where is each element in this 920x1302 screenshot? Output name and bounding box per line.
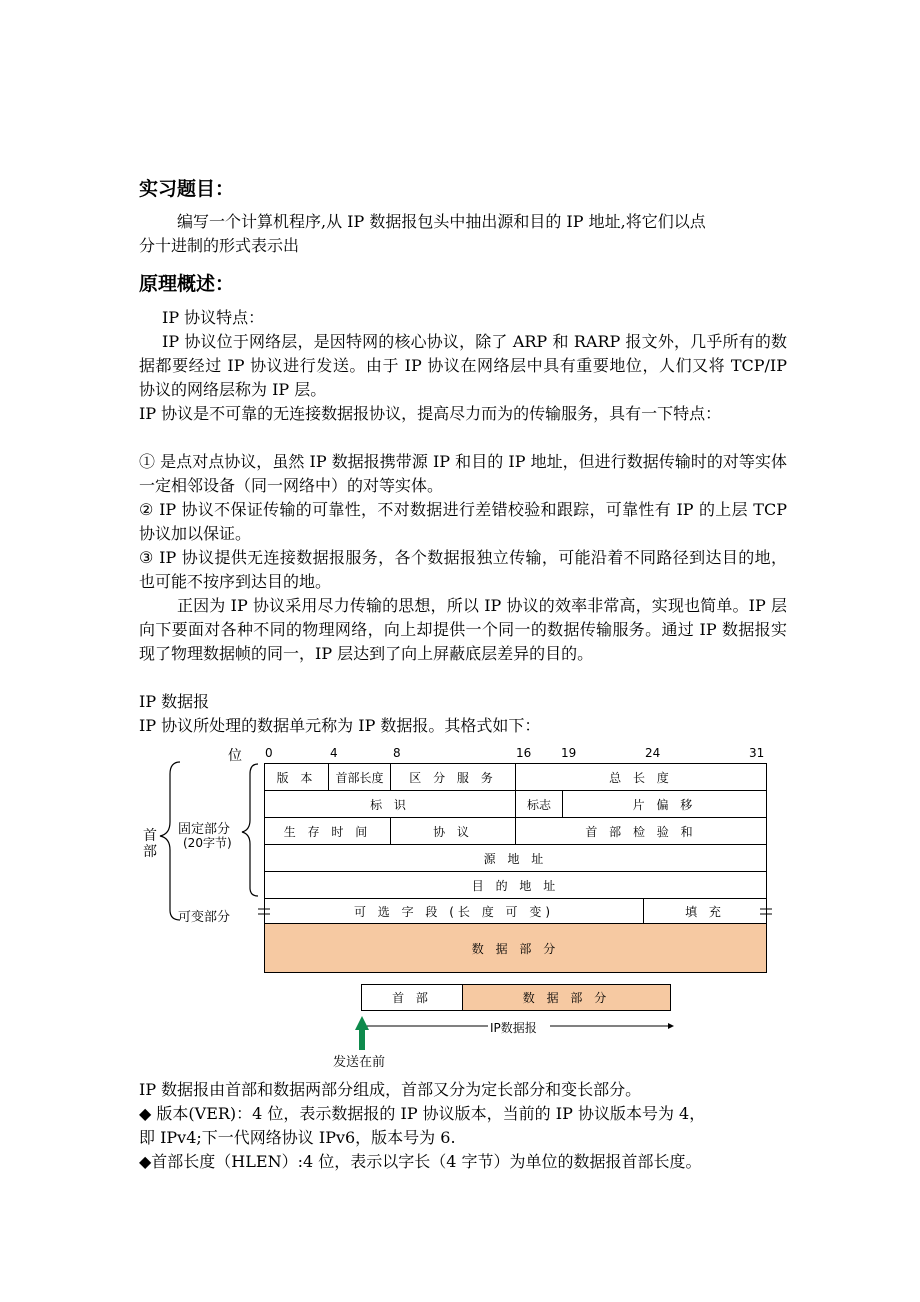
field-identification: 标 识 xyxy=(264,790,516,818)
field-protocol: 协 议 xyxy=(390,817,516,845)
bit-0: 0 xyxy=(265,746,273,760)
point-1: ① 是点对点协议，虽然 IP 数据报携带源 IP 和目的 IP 地址，但进行数据传输时的对等实体一定相邻设备（同一网络中）的对等实体。 xyxy=(139,452,787,495)
fixed-part-label: 固定部分 xyxy=(178,822,231,837)
field-header-length: 首部长度 xyxy=(328,763,391,791)
datagram-label: IP数据报 xyxy=(490,1021,537,1035)
field-destination-address: 目 的 地 址 xyxy=(264,871,767,899)
field-checksum: 首 部 检 验 和 xyxy=(515,817,767,845)
ip-features-title: IP 协议特点： xyxy=(162,308,265,327)
bit-16: 16 xyxy=(516,746,532,760)
bottom-header-box: 首 部 xyxy=(361,984,463,1011)
point-3: ③ IP 协议提供无连接数据报服务，各个数据报独立传输，可能沿着不同路径到达目的地，也可能不按序到达目的地。 xyxy=(139,548,787,591)
paragraph-1: IP 协议位于网络层，是因特网的核心协议，除了 ARP 和 RARP 报文外，几乎所有的数据都要经过 IP 协议进行发送。由于 IP 协议在网络层中具有重要地位，人们又将 TCP/IP 协议的网络层称为 IP 层。 xyxy=(139,332,787,399)
break-marks xyxy=(256,904,776,920)
bit-24: 24 xyxy=(645,746,661,760)
bit-19: 19 xyxy=(561,746,577,760)
format-intro: IP 协议所处理的数据单元称为 IP 数据报。其格式如下： xyxy=(139,716,541,735)
field-ttl: 生 存 时 间 xyxy=(264,817,391,845)
bit-8: 8 xyxy=(393,746,401,760)
field-total-length: 总 长 度 xyxy=(515,763,767,791)
bit-4: 4 xyxy=(330,746,338,760)
bit-31: 31 xyxy=(749,746,765,760)
variable-part-label: 可变部分 xyxy=(178,910,231,925)
ip-datagram-title: IP 数据报 xyxy=(139,692,210,711)
field-fragment-offset: 片 偏 移 xyxy=(562,790,767,818)
heading-task: 实习题目： xyxy=(139,178,235,200)
paragraph-3: 正因为 IP 协议采用尽力传输的思想，所以 IP 协议的效率非常高，实现也简单。IP 层向下要面对各种不同的物理网络，向上却提供一个同一的数据传输服务。通过 IP 数据报实现了物理数据帧的同一，IP 层达到了向上屏蔽底层差异的目的。 xyxy=(139,596,787,663)
version-line-2: 即 IPv4;下一代网络协议 IPv6，版本号为 6. xyxy=(139,1128,456,1147)
version-line-1: ◆ 版本(VER)：4 位，表示数据报的 IP 协议版本，当前的 IP 协议版本号为 4， xyxy=(139,1104,706,1123)
hlen-line: ◆首部长度（HLEN）:4 位，表示以字长（4 字节）为单位的数据报首部长度。 xyxy=(139,1152,702,1171)
heading-principle: 原理概述： xyxy=(139,273,235,295)
field-options: 可 选 字 段 (长 度 可 变) xyxy=(264,898,644,924)
field-source-address: 源 地 址 xyxy=(264,844,767,872)
point-2: ② IP 协议不保证传输的可靠性，不对数据进行差错校验和跟踪，可靠性有 IP 的上层 TCP 协议加以保证。 xyxy=(139,500,787,543)
task-line-2: 分十进制的形式表示出 xyxy=(139,236,300,255)
field-version: 版 本 xyxy=(264,763,329,791)
bottom-data-box: 数 据 部 分 xyxy=(462,984,671,1011)
field-diff-services: 区 分 服 务 xyxy=(390,763,516,791)
paragraph-4: IP 数据报由首部和数据两部分组成，首部又分为定长部分和变长部分。 xyxy=(139,1080,642,1099)
task-line-1: 编写一个计算机程序,从 IP 数据报包头中抽出源和目的 IP 地址,将它们以点 xyxy=(177,212,706,231)
header-vertical-label: 首部 xyxy=(143,828,157,860)
bit-label: 位 xyxy=(228,748,242,764)
send-first-label: 发送在前 xyxy=(333,1055,386,1070)
fixed-part-sub: (20字节) xyxy=(183,836,232,850)
field-flags: 标志 xyxy=(515,790,563,818)
data-part-box: 数 据 部 分 xyxy=(264,923,767,973)
paragraph-2: IP 协议是不可靠的无连接数据报协议，提高尽力而为的传输服务，具有一下特点： xyxy=(139,404,722,423)
field-padding: 填 充 xyxy=(643,898,767,924)
